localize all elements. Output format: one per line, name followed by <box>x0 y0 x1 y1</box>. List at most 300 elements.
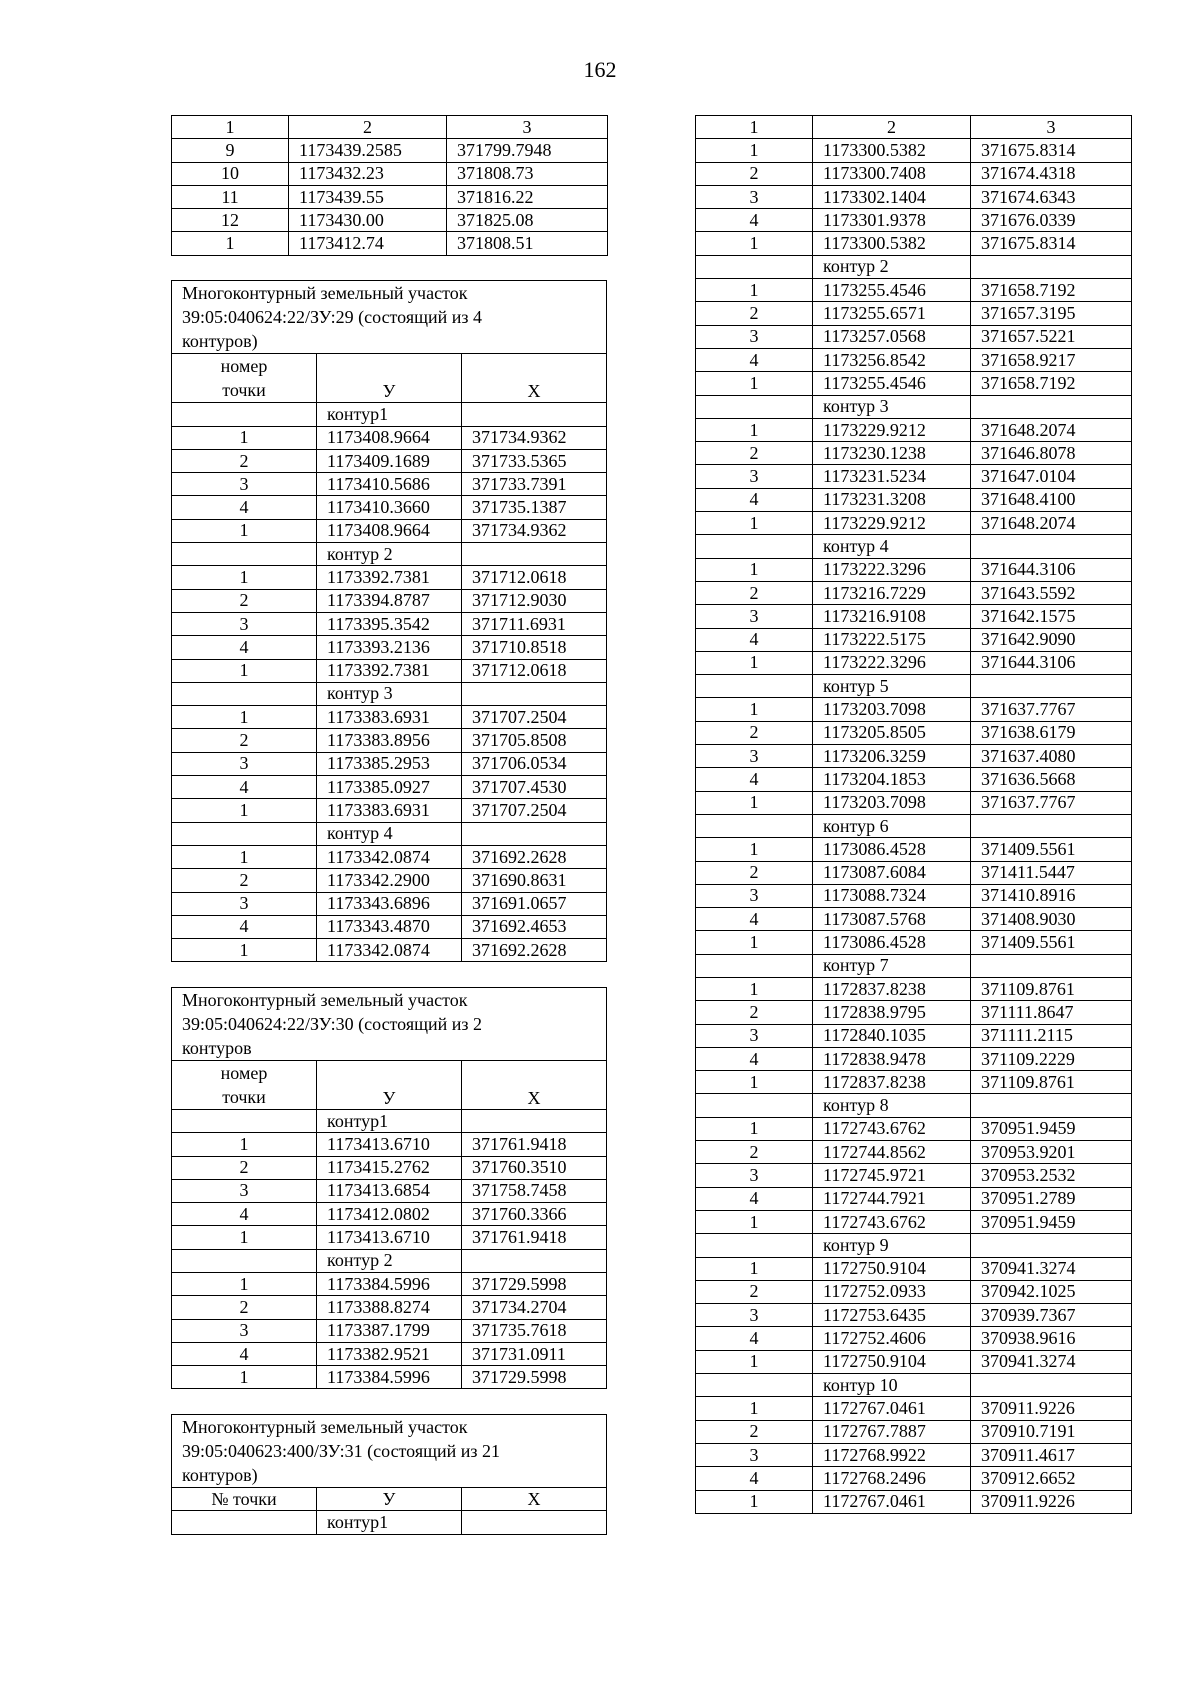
x-coordinate-cell: 371734.9362 <box>462 426 607 449</box>
parcel-block-table <box>171 1414 607 1535</box>
x-coordinate-cell: 371636.5668 <box>971 768 1132 791</box>
point-number-cell: 1 <box>172 845 317 868</box>
x-coordinate-cell: 370912.6652 <box>971 1467 1132 1490</box>
empty-cell <box>462 1109 607 1132</box>
contour-label: контур 6 <box>813 814 971 837</box>
x-coordinate-cell: 371710.8518 <box>462 636 607 659</box>
y-coordinate-cell: 1173415.2762 <box>317 1156 462 1179</box>
contour-label: контур 4 <box>317 822 462 845</box>
point-number-header-line: точки <box>222 1086 266 1107</box>
point-number-cell: 1 <box>696 931 813 954</box>
table-row <box>696 162 1132 185</box>
y-coordinate-cell: 1173255.4546 <box>813 279 971 302</box>
table-row <box>172 1319 607 1342</box>
x-coordinate-cell: 371676.0339 <box>971 209 1132 232</box>
point-number-cell: 2 <box>172 869 317 892</box>
point-number-cell: 1 <box>172 232 289 255</box>
x-coordinate-cell: 371409.5561 <box>971 838 1132 861</box>
y-coordinate-cell: 1173231.5234 <box>813 465 971 488</box>
x-coordinate-cell: 371733.5365 <box>462 449 607 472</box>
point-number-cell: 1 <box>172 1272 317 1295</box>
empty-cell <box>696 1094 813 1117</box>
x-coordinate-cell: 371734.9362 <box>462 519 607 542</box>
y-coordinate-cell: 1172750.9104 <box>813 1350 971 1373</box>
parcel-block <box>171 280 607 962</box>
contour-label: контур 2 <box>317 543 462 566</box>
x-coordinate-cell: 371712.0618 <box>462 566 607 589</box>
x-coordinate-cell: 371644.3106 <box>971 558 1132 581</box>
point-number-cell: 2 <box>172 1156 317 1179</box>
x-coordinate-cell: 371712.0618 <box>462 659 607 682</box>
x-coordinate-cell: 371734.2704 <box>462 1296 607 1319</box>
x-coordinate-cell: 371644.3106 <box>971 651 1132 674</box>
y-coordinate-cell: 1173383.6931 <box>317 706 462 729</box>
x-coordinate-cell: 370941.3274 <box>971 1257 1132 1280</box>
y-coordinate-cell: 1173387.1799 <box>317 1319 462 1342</box>
table-row <box>696 698 1132 721</box>
x-coordinate-cell: 371109.8761 <box>971 977 1132 1000</box>
point-number-cell: 4 <box>172 1203 317 1226</box>
x-coordinate-cell: 371712.9030 <box>462 589 607 612</box>
y-coordinate-cell: 1172752.4606 <box>813 1327 971 1350</box>
point-number-cell: 4 <box>696 209 813 232</box>
table-row <box>696 1210 1132 1233</box>
point-number-cell: 1 <box>696 1397 813 1420</box>
point-number-cell: 4 <box>696 768 813 791</box>
x-coordinate-cell: 371707.4530 <box>462 776 607 799</box>
y-coordinate-cell: 1173342.2900 <box>317 869 462 892</box>
x-coordinate-cell: 371733.7391 <box>462 473 607 496</box>
y-coordinate-cell: 1172745.9721 <box>813 1164 971 1187</box>
empty-cell <box>971 814 1132 837</box>
x-coordinate-cell: 370951.9459 <box>971 1117 1132 1140</box>
contour-label-row <box>172 822 607 845</box>
contour-label: контур1 <box>317 403 462 426</box>
table-row <box>696 442 1132 465</box>
parcel-block <box>171 987 607 1390</box>
parcel-title <box>172 987 607 1060</box>
table-row <box>696 1117 1132 1140</box>
contour-label: контур 3 <box>813 395 971 418</box>
contour-label-row <box>696 1094 1132 1117</box>
y-coordinate-cell: 1173257.0568 <box>813 325 971 348</box>
table-row <box>172 845 607 868</box>
column-number-header: 1 <box>696 116 813 139</box>
point-number-cell: 1 <box>172 1133 317 1156</box>
x-coordinate-cell: 371760.3510 <box>462 1156 607 1179</box>
column-number-header-row <box>172 116 608 139</box>
x-coordinate-cell: 371637.7767 <box>971 791 1132 814</box>
table-row <box>696 348 1132 371</box>
table-row <box>172 1133 607 1156</box>
empty-cell <box>172 403 317 426</box>
y-coordinate-cell: 1172767.0461 <box>813 1397 971 1420</box>
point-number-cell: 1 <box>696 977 813 1000</box>
point-number-cell: 2 <box>172 1296 317 1319</box>
table-row <box>172 1156 607 1179</box>
y-coordinate-cell: 1173383.8956 <box>317 729 462 752</box>
y-coordinate-cell: 1172752.0933 <box>813 1280 971 1303</box>
contour-label: контур 7 <box>813 954 971 977</box>
x-coordinate-cell: 371646.8078 <box>971 442 1132 465</box>
table-row <box>696 721 1132 744</box>
table-row <box>696 302 1132 325</box>
x-coordinate-cell: 371648.2074 <box>971 512 1132 535</box>
x-coordinate-cell: 371691.0657 <box>462 892 607 915</box>
parcel-title-line: 39:05:040624:22/ЗУ:30 (состоящий из 2 <box>182 1013 482 1034</box>
y-column-header: У <box>317 1487 462 1510</box>
parcel-block-table <box>171 280 607 962</box>
point-number-cell: 2 <box>696 1420 813 1443</box>
table-row <box>696 1164 1132 1187</box>
x-coordinate-cell: 371642.1575 <box>971 605 1132 628</box>
table-row <box>172 496 607 519</box>
y-coordinate-cell: 1173216.7229 <box>813 581 971 604</box>
x-coordinate-cell: 370910.7191 <box>971 1420 1132 1443</box>
point-number-cell: 3 <box>172 1319 317 1342</box>
table-row <box>696 605 1132 628</box>
table-row <box>172 1342 607 1365</box>
y-coordinate-cell: 1173382.9521 <box>317 1342 462 1365</box>
empty-cell <box>696 814 813 837</box>
table-row <box>696 465 1132 488</box>
point-number-cell: 3 <box>696 1304 813 1327</box>
y-coordinate-cell: 1172838.9795 <box>813 1001 971 1024</box>
point-number-cell: 1 <box>696 1210 813 1233</box>
empty-cell <box>971 1094 1132 1117</box>
x-coordinate-cell: 370941.3274 <box>971 1350 1132 1373</box>
x-coordinate-cell: 371731.0911 <box>462 1342 607 1365</box>
column-header-row <box>172 1060 607 1109</box>
x-coordinate-cell: 371692.2628 <box>462 939 607 962</box>
point-number-cell: 1 <box>172 706 317 729</box>
y-coordinate-cell: 1173410.5686 <box>317 473 462 496</box>
point-number-cell: 1 <box>172 1366 317 1389</box>
point-number-cell: 2 <box>172 729 317 752</box>
table-row <box>696 791 1132 814</box>
point-number-cell: 2 <box>696 1280 813 1303</box>
table-row <box>172 1296 607 1319</box>
table-row <box>172 939 607 962</box>
point-number-cell: 2 <box>172 589 317 612</box>
contour-label: контур 9 <box>813 1234 971 1257</box>
y-coordinate-cell: 1173388.8274 <box>317 1296 462 1319</box>
x-coordinate-cell: 371799.7948 <box>447 139 608 162</box>
y-coordinate-cell: 1173393.2136 <box>317 636 462 659</box>
contour-label: контур 5 <box>813 675 971 698</box>
y-coordinate-cell: 1173384.5996 <box>317 1272 462 1295</box>
contour-label: контур1 <box>317 1109 462 1132</box>
x-coordinate-cell: 371657.3195 <box>971 302 1132 325</box>
table-row <box>696 279 1132 302</box>
table-row <box>696 931 1132 954</box>
point-number-cell: 2 <box>696 1001 813 1024</box>
x-coordinate-cell: 371648.4100 <box>971 488 1132 511</box>
x-coordinate-cell: 371706.0534 <box>462 752 607 775</box>
x-coordinate-cell: 371109.2229 <box>971 1047 1132 1070</box>
point-number-header <box>172 1060 317 1109</box>
column-number-header: 3 <box>447 116 608 139</box>
y-coordinate-cell: 1173394.8787 <box>317 589 462 612</box>
point-number-cell: 1 <box>172 1226 317 1249</box>
x-coordinate-cell: 371816.22 <box>447 185 608 208</box>
table-row <box>696 745 1132 768</box>
point-number-cell: 1 <box>696 279 813 302</box>
table-row <box>696 884 1132 907</box>
x-coordinate-cell: 370938.9616 <box>971 1327 1132 1350</box>
contour-label: контур 3 <box>317 682 462 705</box>
point-number-cell: 2 <box>696 1141 813 1164</box>
table-row <box>696 838 1132 861</box>
table-row <box>172 915 607 938</box>
x-coordinate-cell: 371637.4080 <box>971 745 1132 768</box>
y-coordinate-cell: 1173342.0874 <box>317 845 462 868</box>
point-number-cell: 3 <box>696 1443 813 1466</box>
x-coordinate-cell: 371692.2628 <box>462 845 607 868</box>
table-row <box>172 566 607 589</box>
y-coordinate-cell: 1172767.7887 <box>813 1420 971 1443</box>
point-number-cell: 2 <box>696 162 813 185</box>
x-coordinate-cell: 371658.9217 <box>971 348 1132 371</box>
table-row <box>172 729 607 752</box>
left-column <box>171 115 607 1559</box>
point-number-cell: 1 <box>696 372 813 395</box>
table-row <box>696 1397 1132 1420</box>
y-coordinate-cell: 1173205.8505 <box>813 721 971 744</box>
table-row <box>696 1420 1132 1443</box>
point-number-cell: 4 <box>172 1342 317 1365</box>
x-coordinate-cell: 371637.7767 <box>971 698 1132 721</box>
column-number-header: 2 <box>289 116 447 139</box>
y-column-header: У <box>317 1060 462 1109</box>
point-number-cell: 1 <box>172 566 317 589</box>
y-coordinate-cell: 1173395.3542 <box>317 612 462 635</box>
empty-cell <box>172 822 317 845</box>
x-coordinate-cell: 371690.8631 <box>462 869 607 892</box>
empty-cell <box>462 822 607 845</box>
x-column-header: Х <box>462 1487 607 1510</box>
table-row <box>172 1366 607 1389</box>
empty-cell <box>971 675 1132 698</box>
point-number-cell: 3 <box>172 752 317 775</box>
table-row <box>696 1187 1132 1210</box>
x-coordinate-cell: 371109.8761 <box>971 1071 1132 1094</box>
y-coordinate-cell: 1172838.9478 <box>813 1047 971 1070</box>
y-coordinate-cell: 1172837.8238 <box>813 1071 971 1094</box>
empty-cell <box>971 954 1132 977</box>
y-coordinate-cell: 1172768.9922 <box>813 1443 971 1466</box>
point-number-cell: 4 <box>696 1187 813 1210</box>
table-row <box>696 768 1132 791</box>
y-coordinate-cell: 1173255.6571 <box>813 302 971 325</box>
y-coordinate-cell: 1172840.1035 <box>813 1024 971 1047</box>
contour-label-row <box>696 1234 1132 1257</box>
table-row <box>172 1203 607 1226</box>
empty-cell <box>462 543 607 566</box>
table-row <box>696 1490 1132 1513</box>
point-number-cell: 4 <box>172 915 317 938</box>
x-coordinate-cell: 371760.3366 <box>462 1203 607 1226</box>
table-row <box>172 1272 607 1295</box>
y-coordinate-cell: 1172750.9104 <box>813 1257 971 1280</box>
y-coordinate-cell: 1173203.7098 <box>813 791 971 814</box>
table-row <box>696 1304 1132 1327</box>
y-coordinate-cell: 1173385.2953 <box>317 752 462 775</box>
x-coordinate-cell: 371808.73 <box>447 162 608 185</box>
table-row <box>172 892 607 915</box>
point-number-header <box>172 354 317 403</box>
point-number-cell: 2 <box>696 721 813 744</box>
y-coordinate-cell: 1173408.9664 <box>317 426 462 449</box>
continuation-block-table <box>171 115 608 256</box>
y-coordinate-cell: 1173203.7098 <box>813 698 971 721</box>
point-number-cell: 1 <box>172 659 317 682</box>
parcel-title-line: контуров) <box>182 331 258 352</box>
x-coordinate-cell: 371647.0104 <box>971 465 1132 488</box>
point-number-cell: 1 <box>696 1490 813 1513</box>
point-number-cell: 1 <box>696 651 813 674</box>
empty-cell <box>971 535 1132 558</box>
point-number-cell: 3 <box>696 1164 813 1187</box>
table-row <box>696 185 1132 208</box>
y-coordinate-cell: 1172837.8238 <box>813 977 971 1000</box>
y-coordinate-cell: 1173230.1238 <box>813 442 971 465</box>
table-row <box>172 776 607 799</box>
y-coordinate-cell: 1173301.9378 <box>813 209 971 232</box>
table-row <box>172 589 607 612</box>
table-row <box>172 612 607 635</box>
x-coordinate-cell: 371761.9418 <box>462 1226 607 1249</box>
point-number-cell: 10 <box>172 162 289 185</box>
empty-cell <box>462 682 607 705</box>
y-coordinate-cell: 1173229.9212 <box>813 512 971 535</box>
point-number-cell: 4 <box>172 776 317 799</box>
x-coordinate-cell: 371648.2074 <box>971 418 1132 441</box>
empty-cell <box>696 395 813 418</box>
x-coordinate-cell: 370953.9201 <box>971 1141 1132 1164</box>
table-row <box>172 1179 607 1202</box>
y-coordinate-cell: 1173342.0874 <box>317 939 462 962</box>
table-row <box>696 1141 1132 1164</box>
point-number-cell: 2 <box>696 581 813 604</box>
empty-cell <box>172 682 317 705</box>
parcel-block <box>171 1414 607 1535</box>
point-number-cell: 4 <box>696 628 813 651</box>
y-coordinate-cell: 1173300.5382 <box>813 139 971 162</box>
table-row <box>696 628 1132 651</box>
point-number-cell: 3 <box>696 185 813 208</box>
y-coordinate-cell: 1173231.3208 <box>813 488 971 511</box>
table-row <box>172 636 607 659</box>
table-row <box>696 1024 1132 1047</box>
y-coordinate-cell: 1173086.4528 <box>813 931 971 954</box>
y-coordinate-cell: 1173383.6931 <box>317 799 462 822</box>
y-coordinate-cell: 1173343.6896 <box>317 892 462 915</box>
parcel-title <box>172 281 607 354</box>
x-coordinate-cell: 371735.1387 <box>462 496 607 519</box>
point-number-cell: 1 <box>172 799 317 822</box>
x-coordinate-cell: 370942.1025 <box>971 1280 1132 1303</box>
point-number-cell: 4 <box>696 1467 813 1490</box>
y-coordinate-cell: 1173412.74 <box>289 232 447 255</box>
x-coordinate-cell: 371692.4653 <box>462 915 607 938</box>
parcel-block-table <box>171 987 607 1390</box>
x-column-header: Х <box>462 1060 607 1109</box>
contour-label-row <box>172 1511 607 1534</box>
empty-cell <box>696 1234 813 1257</box>
x-coordinate-cell: 371707.2504 <box>462 799 607 822</box>
contour-label: контур1 <box>317 1511 462 1534</box>
table-row <box>696 372 1132 395</box>
y-coordinate-cell: 1173300.7408 <box>813 162 971 185</box>
x-coordinate-cell: 371411.5447 <box>971 861 1132 884</box>
y-coordinate-cell: 1173300.5382 <box>813 232 971 255</box>
table-row <box>696 908 1132 931</box>
empty-cell <box>696 1374 813 1397</box>
y-coordinate-cell: 1173413.6710 <box>317 1226 462 1249</box>
table-row <box>172 869 607 892</box>
table-row <box>696 581 1132 604</box>
point-number-cell: 3 <box>172 473 317 496</box>
column-header-row <box>172 1487 607 1510</box>
table-row <box>696 418 1132 441</box>
x-coordinate-cell: 371675.8314 <box>971 139 1132 162</box>
column-number-header-row <box>696 116 1132 139</box>
contour-label-row <box>172 682 607 705</box>
x-coordinate-cell: 371658.7192 <box>971 372 1132 395</box>
point-number-cell: 4 <box>696 1047 813 1070</box>
point-number-cell: 3 <box>696 1024 813 1047</box>
empty-cell <box>971 1234 1132 1257</box>
table-row <box>172 659 607 682</box>
point-number-cell: 11 <box>172 185 289 208</box>
point-number-header-line: номер <box>220 1062 268 1083</box>
point-number-cell: 1 <box>696 418 813 441</box>
y-coordinate-cell: 1173432.23 <box>289 162 447 185</box>
y-coordinate-cell: 1173216.9108 <box>813 605 971 628</box>
point-number-cell: 9 <box>172 139 289 162</box>
x-coordinate-cell: 371711.6931 <box>462 612 607 635</box>
x-coordinate-cell: 371409.5561 <box>971 931 1132 954</box>
column-number-header: 3 <box>971 116 1132 139</box>
empty-cell <box>696 954 813 977</box>
point-number-cell: 2 <box>696 302 813 325</box>
y-coordinate-cell: 1172753.6435 <box>813 1304 971 1327</box>
x-coordinate-cell: 371758.7458 <box>462 1179 607 1202</box>
x-coordinate-cell: 371707.2504 <box>462 706 607 729</box>
point-number-cell: 1 <box>172 426 317 449</box>
table-row <box>172 473 607 496</box>
y-coordinate-cell: 1172768.2496 <box>813 1467 971 1490</box>
x-coordinate-cell: 371808.51 <box>447 232 608 255</box>
x-coordinate-cell: 370951.2789 <box>971 1187 1132 1210</box>
point-number-header: № точки <box>172 1487 317 1510</box>
x-coordinate-cell: 370911.4617 <box>971 1443 1132 1466</box>
point-number-cell: 1 <box>172 939 317 962</box>
y-coordinate-cell: 1173439.2585 <box>289 139 447 162</box>
contour-label: контур 8 <box>813 1094 971 1117</box>
page-number: 162 <box>583 57 617 82</box>
table-row <box>696 558 1132 581</box>
point-number-cell: 1 <box>696 1117 813 1140</box>
contour-label-row <box>696 1374 1132 1397</box>
x-coordinate-cell: 371729.5998 <box>462 1272 607 1295</box>
point-number-cell: 3 <box>172 612 317 635</box>
table-row <box>696 512 1132 535</box>
parcel-title-row <box>172 987 607 1060</box>
x-coordinate-cell: 371675.8314 <box>971 232 1132 255</box>
table-row <box>696 488 1132 511</box>
